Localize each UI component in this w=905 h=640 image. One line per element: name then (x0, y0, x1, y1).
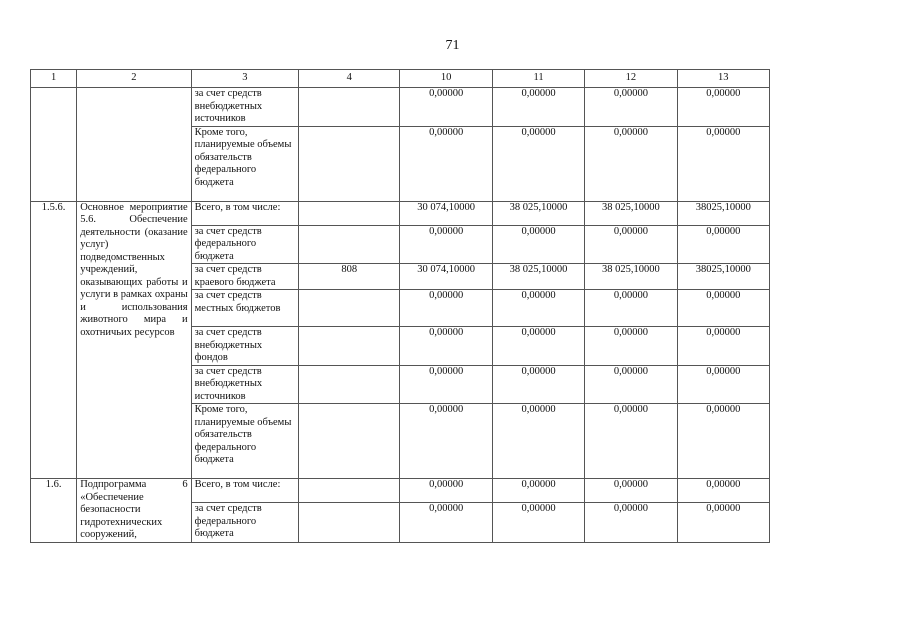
value-cell: 0,00000 (585, 365, 677, 404)
funding-source: за счет средств федерального бюджета (191, 225, 298, 264)
code-cell: 808 (299, 264, 400, 290)
value-cell: 0,00000 (400, 479, 492, 503)
value-cell: 30 074,10000 (400, 264, 492, 290)
column-header: 10 (400, 70, 492, 88)
value-cell: 38 025,10000 (492, 264, 584, 290)
header-row (31, 70, 770, 88)
column-header: 4 (299, 70, 400, 88)
value-cell: 0,00000 (400, 126, 492, 201)
column-header: 12 (585, 70, 677, 88)
value-cell: 0,00000 (585, 479, 677, 503)
row-name: Подпрограмма 6 «Обеспечение безопасности гидротехнических сооружений, (77, 479, 191, 543)
code-cell (299, 404, 400, 479)
value-cell: 0,00000 (492, 126, 584, 201)
row-index (31, 88, 77, 202)
value-cell: 0,00000 (400, 225, 492, 264)
funding-source: Кроме того, планируемые объемы обязательств федерального бюджета (191, 126, 298, 201)
value-cell: 0,00000 (677, 365, 769, 404)
column-header: 11 (492, 70, 584, 88)
row-index: 1.5.6. (31, 201, 77, 479)
value-cell: 0,00000 (400, 503, 492, 542)
value-cell: 38 025,10000 (492, 201, 584, 225)
funding-source: за счет средств внебюджетных источников (191, 88, 298, 127)
code-cell (299, 225, 400, 264)
table-row (31, 479, 770, 503)
value-cell: 0,00000 (492, 365, 584, 404)
column-header: 1 (31, 70, 77, 88)
funding-source: за счет средств внебюджетных фондов (191, 327, 298, 366)
value-cell: 0,00000 (677, 503, 769, 542)
code-cell (299, 201, 400, 225)
code-cell (299, 126, 400, 201)
value-cell: 0,00000 (400, 327, 492, 366)
value-cell: 0,00000 (400, 290, 492, 327)
row-name (77, 88, 191, 202)
value-cell: 0,00000 (677, 88, 769, 127)
code-cell (299, 503, 400, 542)
budget-table (30, 69, 770, 543)
value-cell: 0,00000 (585, 327, 677, 366)
value-cell: 0,00000 (492, 88, 584, 127)
code-cell (299, 290, 400, 327)
value-cell: 0,00000 (585, 126, 677, 201)
value-cell: 38 025,10000 (585, 264, 677, 290)
table-row (31, 201, 770, 225)
value-cell: 30 074,10000 (400, 201, 492, 225)
value-cell: 0,00000 (400, 88, 492, 127)
row-name: Основное мероприятие 5.6. Обеспечение деятельности (оказание услуг) подведомственных учреждений, оказывающих работы и услуги в рамках охраны и использования животного мира и охотничьих ресурсов (77, 201, 191, 479)
value-cell: 0,00000 (677, 327, 769, 366)
row-index: 1.6. (31, 479, 77, 543)
value-cell: 0,00000 (400, 404, 492, 479)
value-cell: 0,00000 (492, 290, 584, 327)
code-cell (299, 88, 400, 127)
page-number: 71 (445, 38, 460, 53)
funding-source: Всего, в том числе: (191, 201, 298, 225)
funding-source: за счет средств федерального бюджета (191, 503, 298, 542)
value-cell: 0,00000 (400, 365, 492, 404)
value-cell: 0,00000 (585, 290, 677, 327)
funding-source: за счет средств краевого бюджета (191, 264, 298, 290)
value-cell: 0,00000 (492, 503, 584, 542)
funding-source: за счет средств местных бюджетов (191, 290, 298, 327)
column-header: 3 (191, 70, 298, 88)
value-cell: 38025,10000 (677, 264, 769, 290)
value-cell: 0,00000 (492, 479, 584, 503)
code-cell (299, 479, 400, 503)
value-cell: 0,00000 (677, 479, 769, 503)
funding-source: Кроме того, планируемые объемы обязательств федерального бюджета (191, 404, 298, 479)
value-cell: 0,00000 (585, 503, 677, 542)
value-cell: 38025,10000 (677, 201, 769, 225)
value-cell: 0,00000 (585, 225, 677, 264)
value-cell: 0,00000 (677, 290, 769, 327)
funding-source: Всего, в том числе: (191, 479, 298, 503)
table-row (31, 88, 770, 127)
value-cell: 0,00000 (492, 225, 584, 264)
code-cell (299, 327, 400, 366)
value-cell: 0,00000 (492, 327, 584, 366)
column-header: 2 (77, 70, 191, 88)
value-cell: 0,00000 (492, 404, 584, 479)
value-cell: 0,00000 (585, 404, 677, 479)
funding-source: за счет средств внебюджетных источников (191, 365, 298, 404)
code-cell (299, 365, 400, 404)
value-cell: 0,00000 (677, 225, 769, 264)
value-cell: 0,00000 (677, 126, 769, 201)
value-cell: 38 025,10000 (585, 201, 677, 225)
value-cell: 0,00000 (585, 88, 677, 127)
value-cell: 0,00000 (677, 404, 769, 479)
column-header: 13 (677, 70, 769, 88)
